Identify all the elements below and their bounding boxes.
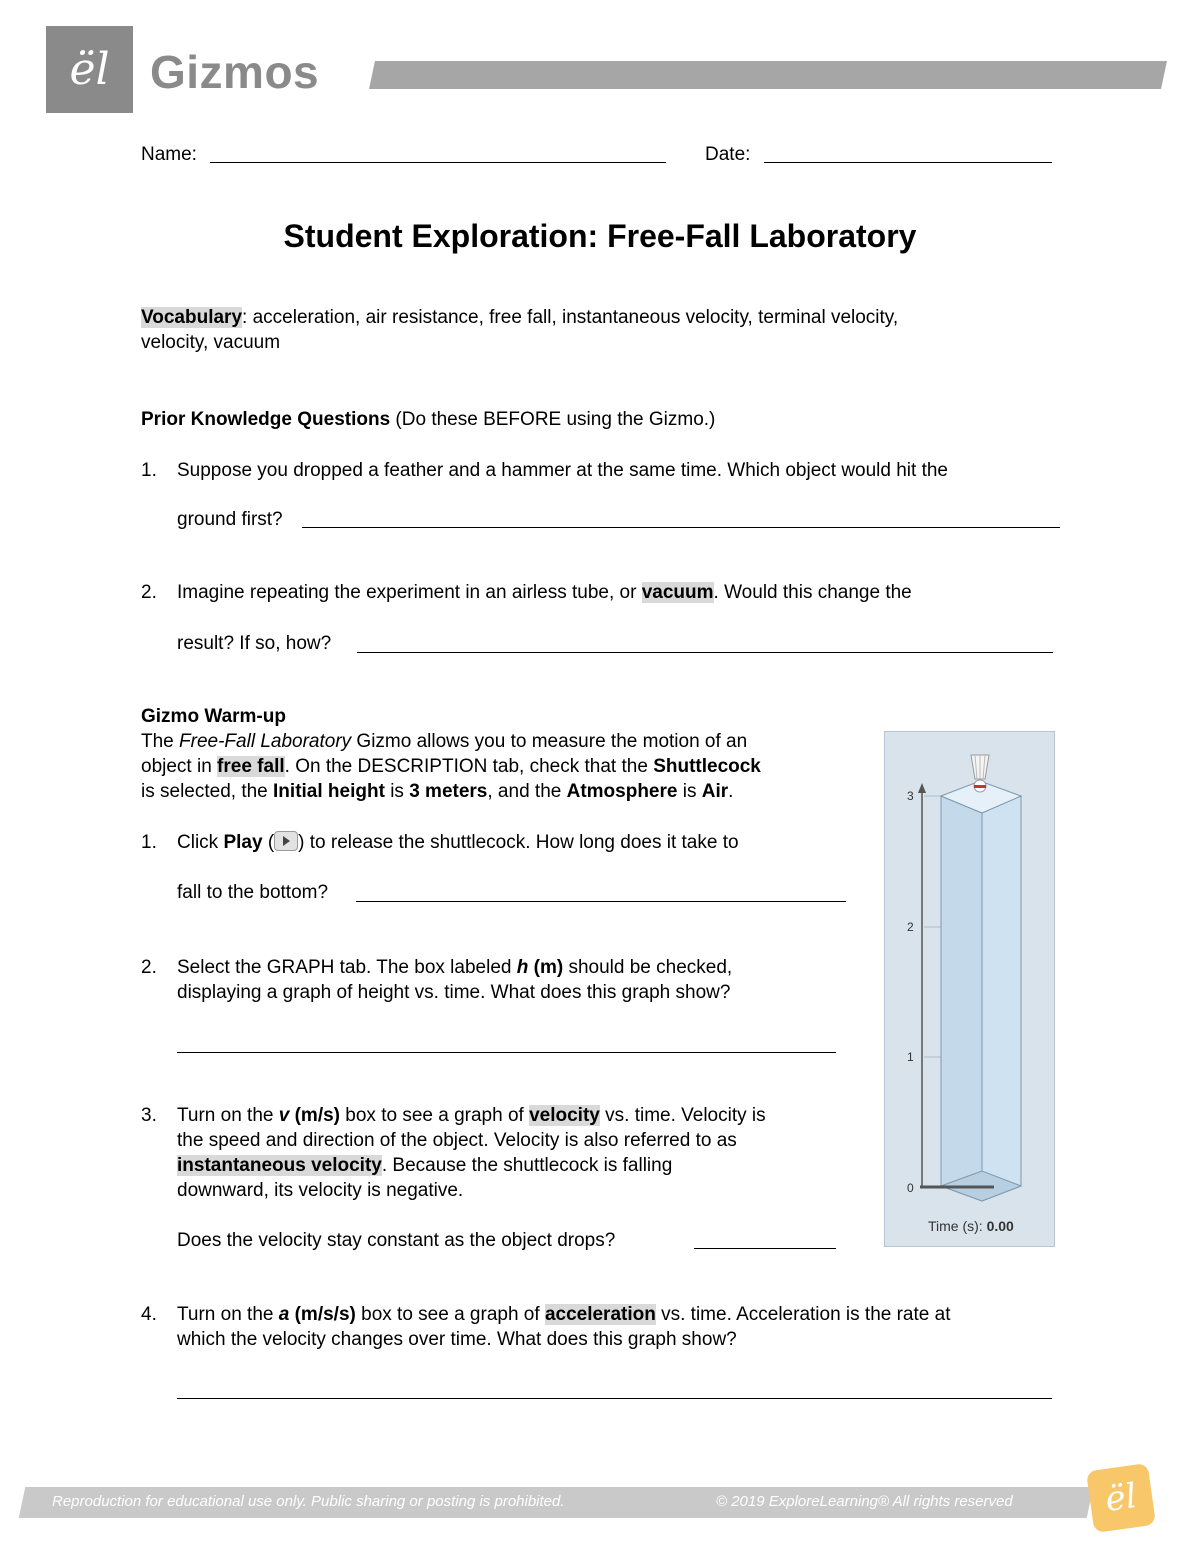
- vacuum-term: vacuum: [641, 582, 714, 603]
- shuttlecock-icon: [971, 755, 989, 792]
- warmup-q1-text-2: fall to the bottom?: [177, 882, 329, 903]
- footer-copyright: © 2019 ExploreLearning® All rights reserved: [716, 1493, 1013, 1510]
- time-readout: Time (s): 0.00: [928, 1218, 1014, 1234]
- warmup-q4-text: Turn on the a (m/s/s) box to see a graph of acceleration vs. time. Acceleration is the rate at: [177, 1304, 951, 1325]
- y-tick-0: 0: [907, 1181, 914, 1195]
- footer-disclaimer: Reproduction for educational use only. Public sharing or posting is prohibited.: [52, 1493, 565, 1510]
- warmup-q2-number: 2.: [141, 957, 157, 978]
- warmup-q3-text-3: instantaneous velocity. Because the shuttlecock is falling: [177, 1155, 673, 1176]
- prior-q2-answer-line[interactable]: [357, 652, 1053, 653]
- warmup-q1-text: Click Play ( ) to release the shuttlecock. How long does it take to: [177, 832, 739, 853]
- prior-q1-number: 1.: [141, 460, 157, 481]
- y-tick-1: 1: [907, 1050, 914, 1064]
- acceleration-term: acceleration: [544, 1304, 656, 1325]
- prior-knowledge-heading: Prior Knowledge Questions (Do these BEFORE using the Gizmo.): [141, 409, 716, 430]
- date-field[interactable]: [764, 162, 1052, 163]
- footer-logo-icon: ël: [1086, 1463, 1156, 1533]
- prior-q1-text-2: ground first?: [177, 509, 283, 530]
- warmup-q2-text: Select the GRAPH tab. The box labeled h (m) should be checked,: [177, 957, 733, 978]
- brand-title: Gizmos: [150, 46, 320, 98]
- header-bar: [369, 61, 1167, 89]
- play-button-icon: [274, 831, 298, 851]
- drop-tube-illustration: [884, 731, 1055, 1247]
- instantaneous-velocity-term: instantaneous velocity: [177, 1155, 382, 1176]
- date-label: Date:: [705, 144, 751, 165]
- warmup-q3-answer-line[interactable]: [694, 1248, 836, 1249]
- y-tick-3: 3: [907, 789, 914, 803]
- warmup-q2-answer-line[interactable]: [177, 1052, 836, 1053]
- warmup-q1-number: 1.: [141, 832, 157, 853]
- warmup-q2-text-2: displaying a graph of height vs. time. What does this graph show?: [177, 982, 731, 1003]
- prior-q2-text-2: result? If so, how?: [177, 633, 332, 654]
- explorelearning-logo-icon: ël: [69, 44, 110, 95]
- y-tick-2: 2: [907, 920, 914, 934]
- page-title: Student Exploration: Free-Fall Laboratory: [283, 218, 917, 254]
- warmup-q1-answer-line[interactable]: [356, 901, 846, 902]
- prior-q1-answer-line[interactable]: [302, 527, 1060, 528]
- vocabulary-line-1: Vocabulary: acceleration, air resistance, free fall, instantaneous velocity, terminal velocity,: [141, 307, 899, 328]
- warmup-intro-3: is selected, the Initial height is 3 meters, and the Atmosphere is Air.: [141, 781, 734, 802]
- free-fall-term: free fall: [217, 756, 285, 777]
- warmup-q3-text-5: Does the velocity stay constant as the object drops?: [177, 1230, 616, 1251]
- velocity-term: velocity: [529, 1105, 600, 1126]
- warmup-intro-1: The Free-Fall Laboratory Gizmo allows you to measure the motion of an: [141, 731, 748, 752]
- name-field[interactable]: [210, 162, 666, 163]
- warmup-q4-answer-line[interactable]: [177, 1398, 1052, 1399]
- warmup-q4-number: 4.: [141, 1304, 157, 1325]
- warmup-q3-number: 3.: [141, 1105, 157, 1126]
- vocabulary-line-2: velocity, vacuum: [141, 332, 281, 353]
- warmup-q3-text-4: downward, its velocity is negative.: [177, 1180, 464, 1201]
- name-label: Name:: [141, 144, 197, 165]
- warmup-intro-2: object in free fall. On the DESCRIPTION tab, check that the Shuttlecock: [141, 756, 761, 777]
- vocabulary-label: Vocabulary: [141, 307, 243, 328]
- prior-q2-number: 2.: [141, 582, 157, 603]
- warmup-q3-text: Turn on the v (m/s) box to see a graph of velocity vs. time. Velocity is: [177, 1105, 766, 1126]
- prior-q2-text: Imagine repeating the experiment in an airless tube, or vacuum. Would this change the: [177, 582, 912, 603]
- warmup-heading: Gizmo Warm-up: [141, 706, 286, 727]
- prior-q1-text: Suppose you dropped a feather and a hammer at the same time. Which object would hit the: [177, 460, 949, 481]
- warmup-q3-text-2: the speed and direction of the object. Velocity is also referred to as: [177, 1130, 737, 1151]
- warmup-q4-text-2: which the velocity changes over time. What does this graph show?: [177, 1329, 737, 1350]
